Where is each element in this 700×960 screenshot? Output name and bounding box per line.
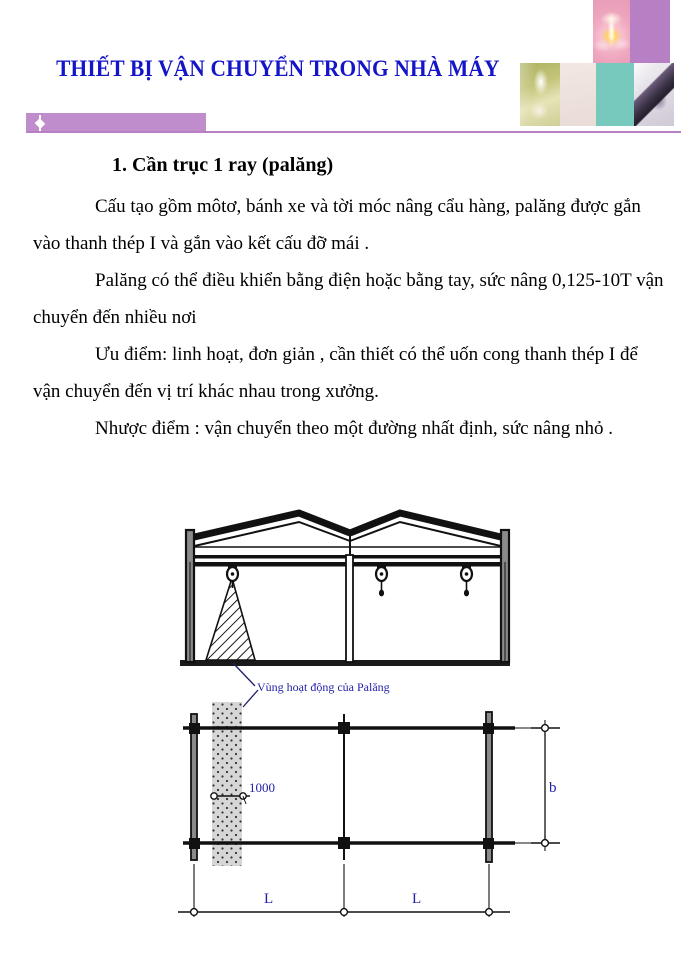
- dimension-span: [178, 864, 510, 917]
- hoist-right: [461, 566, 472, 596]
- hoist-left: [227, 566, 238, 588]
- paragraph-construction: Cấu tạo gồm môtơ, bánh xe và tời móc nâng cẩu hàng, palăng được gắn vào thanh thép I và gắn vào kết cấu đỡ mái .: [33, 196, 641, 254]
- right-column: [501, 530, 509, 662]
- section-heading: 1. Cần trục 1 ray (palăng): [112, 154, 334, 176]
- paragraph-advantages: Ưu điểm: linh hoạt, đơn giản , cần thiết có thể uốn cong thanh thép I để vận chuyển đến vị trí khác nhau trong xưởng.: [33, 344, 638, 402]
- technical-drawing: [0, 500, 700, 945]
- hoist-middle: [376, 566, 387, 596]
- purple-block-image: [630, 0, 670, 63]
- palang-working-zone: [206, 578, 255, 660]
- slide-body: [33, 152, 667, 447]
- factory-plan-view: [178, 690, 560, 917]
- centre-column: [346, 555, 353, 662]
- elevation-leader-line: [233, 663, 255, 686]
- page-title: THIẾT BỊ VẬN CHUYỂN TRONG NHÀ MÁY: [56, 56, 500, 81]
- header-accent-bar: [26, 113, 206, 133]
- dimension-1000-label: 1000: [249, 780, 275, 795]
- dimension-span-left-label: L: [264, 891, 274, 907]
- paragraph-capacity: Palăng có thể điều khiển bằng điện hoặc bằng tay, sức nâng 0,125-10T vận chuyển đến nhiều nơi: [33, 270, 664, 328]
- header-divider: [26, 131, 681, 133]
- slide-header: [0, 0, 700, 140]
- paragraph-disadvantages: Nhược điểm : vận chuyển theo một đường nhất định, sức nâng nhỏ .: [95, 418, 613, 439]
- diamond-bullet-icon: [36, 115, 45, 132]
- dimension-b-label: b: [549, 780, 557, 796]
- left-column: [186, 530, 194, 662]
- device-image: [634, 63, 674, 126]
- elevation-zone-label: Vùng hoạt động của Palăng: [257, 680, 390, 694]
- dimension-span-right-label: L: [412, 891, 422, 907]
- glassware-image: [520, 63, 560, 126]
- plan-leader-line: [243, 690, 258, 707]
- lily-flower-image: [593, 0, 630, 63]
- factory-section-elevation: [180, 513, 510, 694]
- pink-butterfly-image: [560, 63, 596, 126]
- dimension-b: [496, 720, 560, 851]
- teal-block-image: [596, 63, 634, 126]
